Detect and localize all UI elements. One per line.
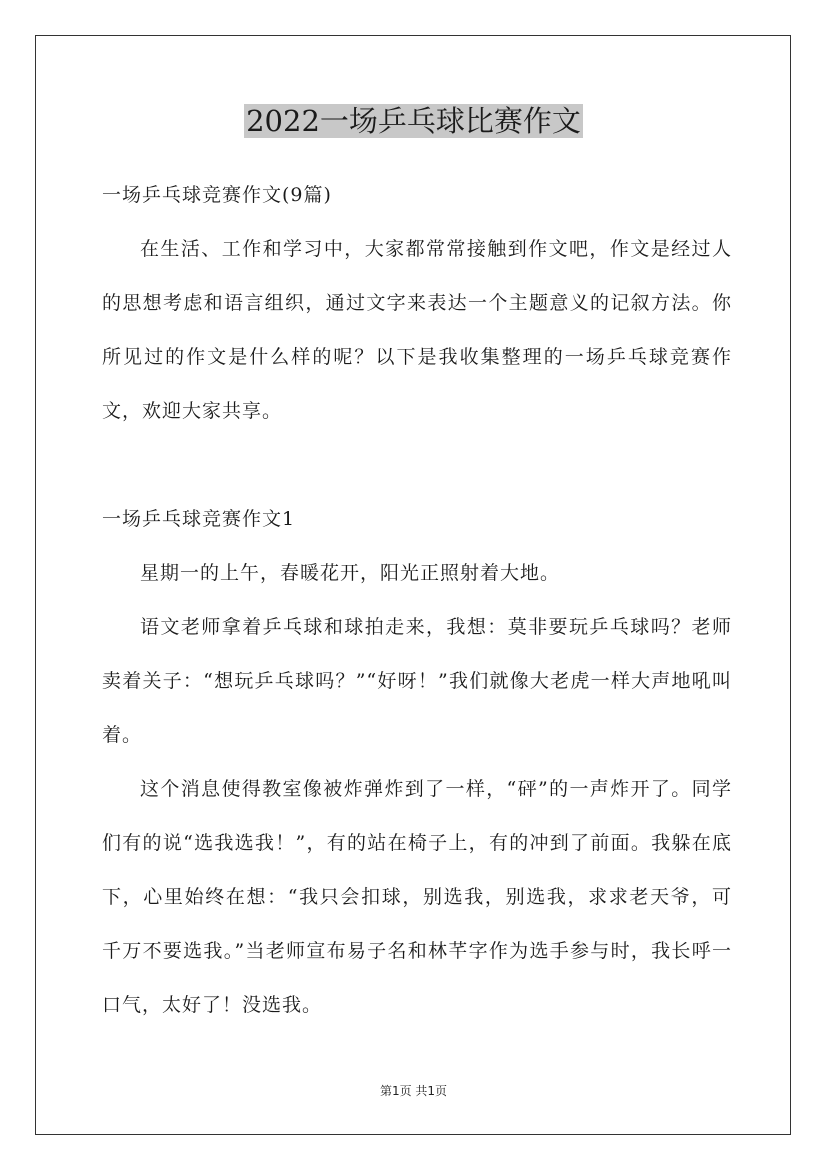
intro-paragraph: 在生活、工作和学习中，大家都常常接触到作文吧，作文是经过人的思想考虑和语言组织，通过文字来表达一个主题意义的记叙方法。你所见过的作文是什么样的呢？以下是我收集整理的一场乒乓球竞赛作文，欢迎大家共享。 (102, 238, 732, 422)
document-body (102, 168, 732, 1032)
document-title-text: 2022一场乒乓球比赛作文 (246, 104, 581, 138)
page-footer: 第1页 共1页 (379, 1084, 448, 1098)
section-heading: 一场乒乓球竞赛作文1 (102, 508, 296, 530)
document-title (0, 98, 827, 144)
body-paragraph-2: 语文老师拿着乒乓球和球拍走来，我想：莫非要玩乒乓球吗？老师卖着关子：“想玩乒乓球吗？”“好呀！”我们就像大老虎一样大声地吼叫着。 (102, 616, 732, 746)
subtitle: 一场乒乓球竞赛作文(9篇) (102, 184, 332, 206)
body-paragraph-3: 这个消息使得教室像被炸弹炸到了一样，“砰”的一声炸开了。同学们有的说“选我选我！”，有的站在椅子上，有的冲到了前面。我躲在底下，心里始终在想：“我只会扣球，别选我，别选我，求求老天爷，可千万不要选我。”当老师宣布易子名和林芊字作为选手参与时，我长呼一口气，太好了！没选我。 (102, 778, 732, 1016)
body-paragraph-1: 星期一的上午，春暖花开，阳光正照射着大地。 (140, 562, 561, 584)
